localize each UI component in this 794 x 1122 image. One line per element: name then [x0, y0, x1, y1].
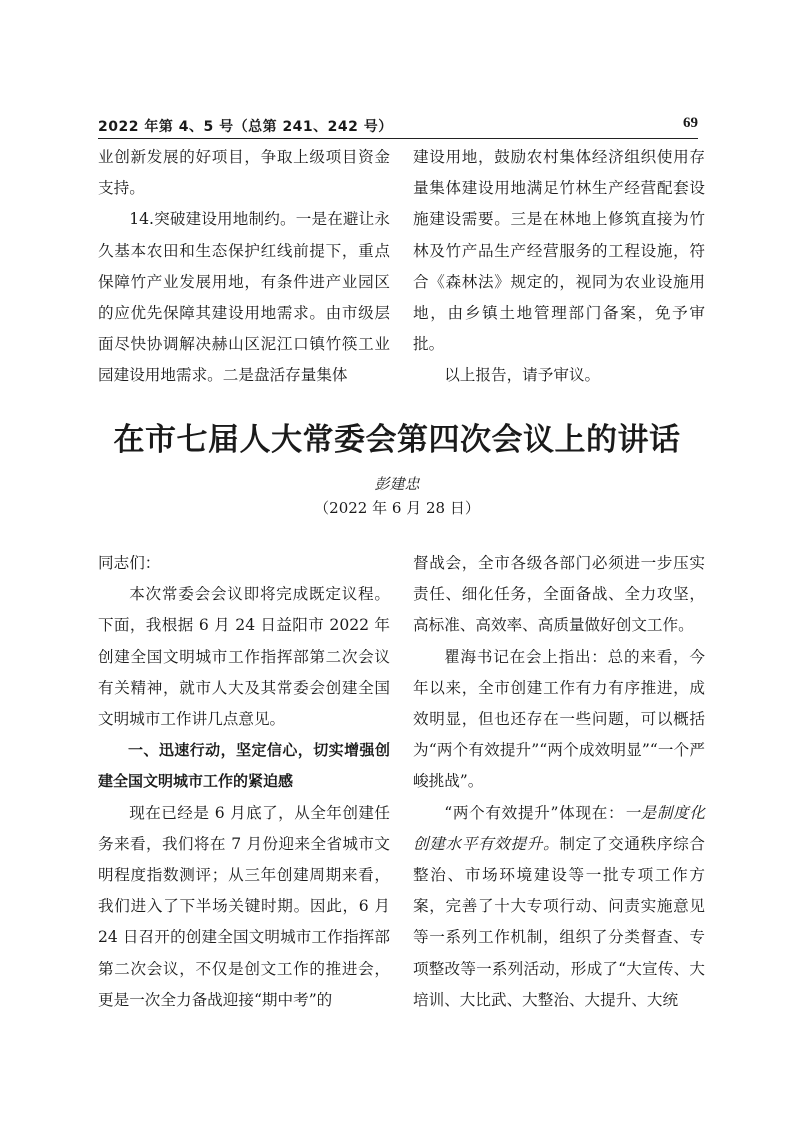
paragraph: 以上报告，请予审议。: [444, 366, 601, 385]
article-date: （2022 年 6 月 28 日）: [314, 499, 480, 517]
bottom-left-column: [98, 548, 390, 1016]
emphasis-text: 一是制度化创建水平有效提升。: [413, 803, 706, 853]
paragraph: 14.突破建设用地制约。一是在避让永久基本农田和生态保护红线前提下，重点保障竹产业发展用地，有条件进产业园区的应优先保障其建设用地需求。由市级层面尽快协调解决赫山区泥江口镇竹筷工业园建设用地需求。二是盘活存量集体: [98, 210, 390, 385]
issue-label: 2022 年第 4、5 号（总第 241、242 号）: [98, 119, 393, 135]
article-title: 在市七届人大常委会第四次会议上的讲话: [113, 422, 681, 458]
top-left-column: [98, 142, 390, 392]
page-number: 69: [683, 115, 698, 131]
lead-text: “两个有效提升”体现在：: [444, 803, 625, 822]
running-header: [98, 116, 698, 139]
top-right-column: [413, 142, 705, 392]
paragraph: 建设用地，鼓励农村集体经济组织使用存量集体建设用地满足竹林生产经营配套设施建设需要。三是在林地上修筑直接为竹林及竹产品生产经营服务的工程设施，符合《森林法》规定的，视同为农业设施用地，由乡镇土地管理部门备案，免予审批。: [413, 148, 705, 354]
paragraph: [413, 798, 705, 1016]
paragraph: 瞿海书记在会上指出：总的来看，今年以来，全市创建工作有力有序推进，成效明显，但也还存在一些问题，可以概括为“两个有效提升”“两个成效明显”“一个严峻挑战”。: [413, 647, 705, 791]
salutation: 同志们：: [98, 554, 161, 572]
paragraph: 督战会，全市各级各部门必须进一步压实责任、细化任务，全面备战、全力攻坚，高标准、高效率、高质量做好创文工作。: [413, 554, 705, 635]
article-author: 彭建忠: [374, 475, 420, 493]
paragraph: 现在已经是 6 月底了，从全年创建任务来看，我们将在 7 月份迎来全省城市文明程度指数测评；从三年创建周期来看，我们进入了下半场关键时期。因此，6 月 24 日召开的创建全国文明城市工作指挥部第二次会议，不仅是创文工作的推进会，更是一次全力备战迎接“期中考”的: [98, 803, 390, 1009]
paragraph: 本次常委会会议即将完成既定议程。下面，我根据 6 月 24 日益阳市 2022 年创建全国文明城市工作指挥部第二次会议有关精神，就市人大及其常委会创建全国文明城市工作讲几点意见。: [98, 585, 390, 729]
body-text: 制定了交通秩序综合整治、市场环境建设等一批专项工作方案，完善了十大专项行动、问责实施意见等一系列工作机制，组织了分类督查、专项整改等一系列活动，形成了“大宣传、大培训、大比武、大整治、大提升、大统: [413, 834, 705, 1009]
section-heading: 一、迅速行动，坚定信心，切实增强创建全国文明城市工作的紧迫感: [98, 741, 390, 791]
paragraph: 业创新发展的好项目，争取上级项目资金支持。: [98, 148, 390, 198]
bottom-right-column: [413, 548, 705, 1016]
